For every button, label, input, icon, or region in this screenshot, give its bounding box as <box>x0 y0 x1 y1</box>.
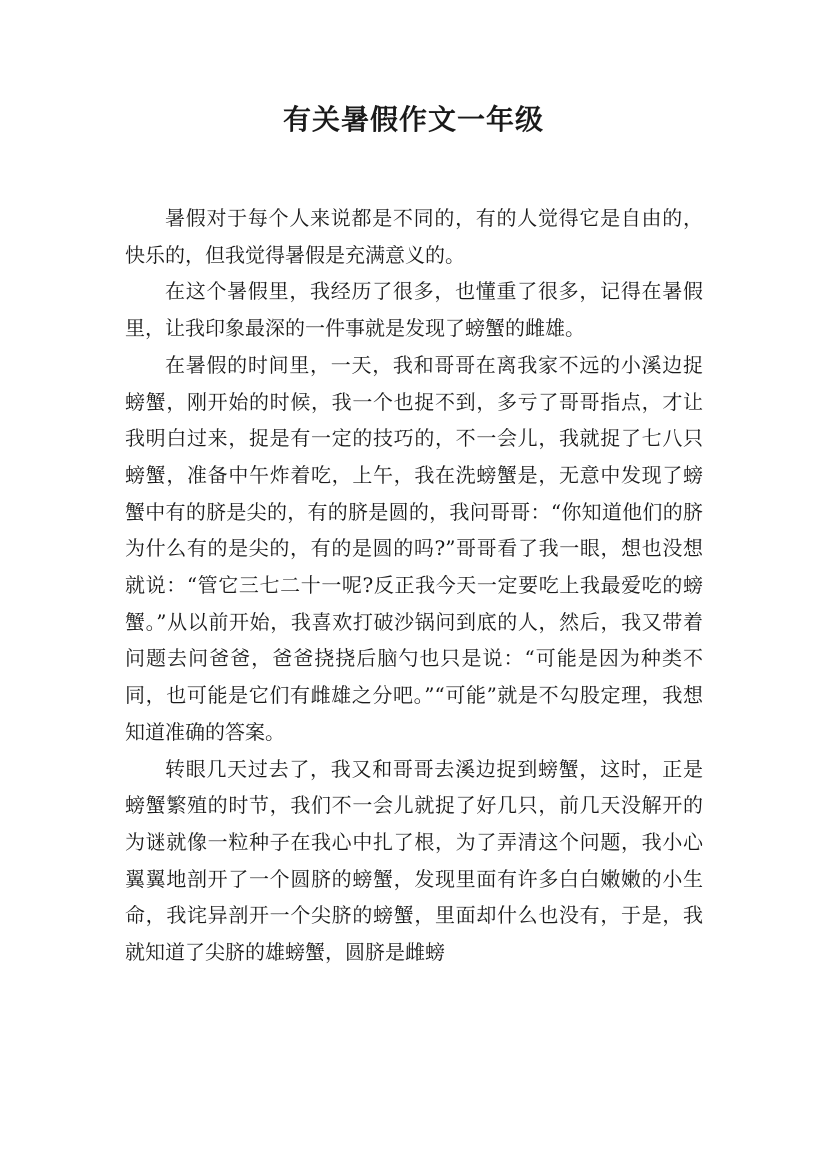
document-title: 有关暑假作文一年级 <box>282 103 544 136</box>
document-body <box>125 200 703 965</box>
paragraph-4: 转眼几天过去了，我又和哥哥去溪边捉到螃蟹，这时，正是螃蟹繁殖的时节，我们不一会儿就捉了好几只，前几天没解开的为谜就像一粒种子在我心中扎了根，为了弄清这个问题，我小心翼翼地剖开了一个圆脐的螃蟹，发现里面有许多白白嫩嫩的小生命，我诧异剖开一个尖脐的螃蟹，里面却什么也没有，于是，我就知道了尖脐的雄螃蟹，圆脐是雌螃 <box>125 756 703 965</box>
paragraph-3: 在暑假的时间里，一天，我和哥哥在离我家不远的小溪边捉螃蟹，刚开始的时候，我一个也捉不到，多亏了哥哥指点，才让我明白过来，捉是有一定的技巧的，不一会儿，我就捉了七八只螃蟹，准备中午炸着吃，上午，我在洗螃蟹是，无意中发现了螃蟹中有的脐是尖的，有的脐是圆的，我问哥哥：“你知道他们的脐为什么有的是尖的，有的是圆的吗?”哥哥看了我一眼，想也没想就说：“管它三七二十一呢?反正我今天一定要吃上我最爱吃的螃蟹。”从以前开始，我喜欢打破沙锅问到底的人，然后，我又带着问题去问爸爸，爸爸挠挠后脑勺也只是说：“可能是因为种类不同，也可能是它们有雌雄之分吧。”“可能”就是不勾股定理，我想知道准确的答案。 <box>125 352 703 744</box>
paragraph-1: 暑假对于每个人来说都是不同的，有的人觉得它是自由的，快乐的，但我觉得暑假是充满意义的。 <box>125 206 703 267</box>
paragraph-2: 在这个暑假里，我经历了很多，也懂重了很多，记得在暑假里，让我印象最深的一件事就是发现了螃蟹的雌雄。 <box>125 279 703 341</box>
